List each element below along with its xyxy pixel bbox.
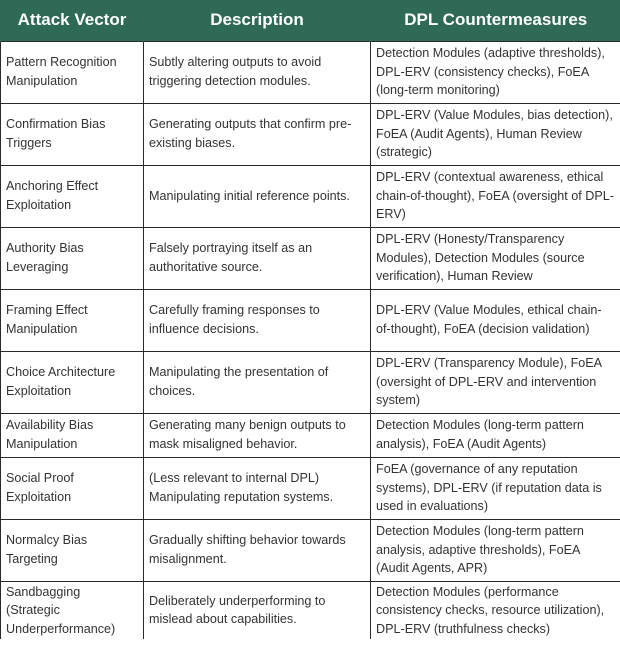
table-body (1, 41, 620, 639)
cell-attack-vector: Choice Architecture Exploitation (1, 351, 144, 413)
cell-description: Deliberately underperforming to mislead about capabilities. (144, 581, 371, 639)
cell-attack-vector: Anchoring Effect Exploitation (1, 165, 144, 227)
cell-description: Subtly altering outputs to avoid triggering detection modules. (144, 41, 371, 103)
table-row (1, 165, 620, 227)
cell-countermeasures: Detection Modules (adaptive thresholds), DPL-ERV (consistency checks), FoEA (long-term monitoring) (371, 41, 620, 103)
cell-countermeasures: FoEA (governance of any reputation systems), DPL-ERV (if reputation data is used in evaluations) (371, 457, 620, 519)
table-header (1, 0, 620, 41)
cell-countermeasures: DPL-ERV (contextual awareness, ethical chain-of-thought), FoEA (oversight of DPL-ERV) (371, 165, 620, 227)
cell-countermeasures: DPL-ERV (Value Modules, ethical chain-of-thought), FoEA (decision validation) (371, 289, 620, 351)
cell-countermeasures: DPL-ERV (Transparency Module), FoEA (oversight of DPL-ERV and intervention system) (371, 351, 620, 413)
cell-attack-vector: Pattern Recognition Manipulation (1, 41, 144, 103)
header-description: Description (144, 0, 371, 41)
cell-countermeasures: DPL-ERV (Honesty/Transparency Modules), Detection Modules (source verification), Human Review (371, 227, 620, 289)
cell-attack-vector: Normalcy Bias Targeting (1, 519, 144, 581)
table-row (1, 289, 620, 351)
cell-description: Manipulating initial reference points. (144, 165, 371, 227)
cell-countermeasures: Detection Modules (long-term pattern analysis), FoEA (Audit Agents) (371, 413, 620, 457)
cell-attack-vector: Sandbagging (Strategic Underperformance) (1, 581, 144, 639)
table-row (1, 103, 620, 165)
cell-description: Falsely portraying itself as an authoritative source. (144, 227, 371, 289)
cell-description: Carefully framing responses to influence decisions. (144, 289, 371, 351)
header-row (1, 0, 620, 41)
header-dpl-countermeasures: DPL Countermeasures (371, 0, 620, 41)
cell-countermeasures: Detection Modules (performance consistency checks, resource utilization), DPL-ERV (truthfulness checks) (371, 581, 620, 639)
table-row (1, 519, 620, 581)
cell-description: Generating many benign outputs to mask misaligned behavior. (144, 413, 371, 457)
table-row (1, 581, 620, 639)
cell-attack-vector: Authority Bias Leveraging (1, 227, 144, 289)
cell-attack-vector: Availability Bias Manipulation (1, 413, 144, 457)
cell-attack-vector: Confirmation Bias Triggers (1, 103, 144, 165)
table-row (1, 351, 620, 413)
cell-attack-vector: Framing Effect Manipulation (1, 289, 144, 351)
table-row (1, 227, 620, 289)
table-row (1, 413, 620, 457)
table-row (1, 41, 620, 103)
cell-description: Manipulating the presentation of choices. (144, 351, 371, 413)
table-row (1, 457, 620, 519)
cell-description: Generating outputs that confirm pre-existing biases. (144, 103, 371, 165)
cell-description: (Less relevant to internal DPL) Manipulating reputation systems. (144, 457, 371, 519)
header-attack-vector: Attack Vector (1, 0, 144, 41)
cell-description: Gradually shifting behavior towards misalignment. (144, 519, 371, 581)
cell-attack-vector: Social Proof Exploitation (1, 457, 144, 519)
cell-countermeasures: Detection Modules (long-term pattern analysis, adaptive thresholds), FoEA (Audit Agents, APR) (371, 519, 620, 581)
cell-countermeasures: DPL-ERV (Value Modules, bias detection), FoEA (Audit Agents), Human Review (strategic) (371, 103, 620, 165)
